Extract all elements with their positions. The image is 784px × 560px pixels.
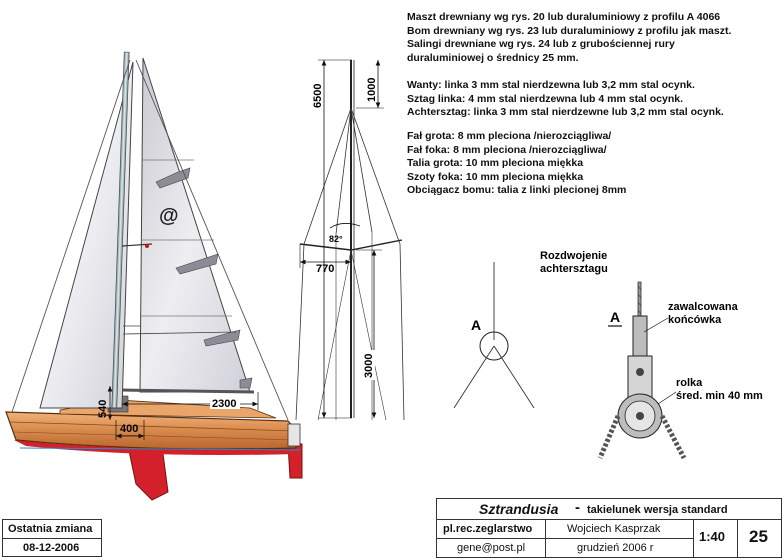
backstay-split-detail: [454, 250, 763, 458]
title-sheet-number: 25: [749, 527, 768, 546]
title-dash: -: [575, 499, 580, 516]
spec-line: Bom drewniany wg rys. 23 lub duraluminiowy z profilu jak maszt.: [407, 24, 732, 37]
mast-dim-spreader: 770: [316, 263, 335, 275]
swaged-label-1: zawalcowana: [668, 301, 738, 313]
title-name: Sztrandusia: [479, 501, 559, 517]
detail-label-a: A: [471, 317, 482, 333]
title-block: [436, 498, 782, 558]
title-subtitle: takielunek wersja standard: [587, 504, 728, 516]
spec-line: Salingi drewniane wg rys. 24 lub z grubościennej rury: [407, 38, 675, 51]
boat-dim-height: 540: [97, 399, 109, 418]
boat-side-view: [6, 52, 302, 500]
mast-dim-lower: 3000: [363, 353, 375, 378]
spec-lines-group: [407, 130, 626, 198]
boat-dim-boom: 2300: [212, 398, 237, 410]
boom: [122, 390, 254, 392]
boat-dim-base: 400: [120, 423, 139, 435]
spec-line: Fał grota: 8 mm pleciona /nierozciągliwa/: [407, 130, 612, 142]
detail-label-a2: A: [610, 309, 621, 325]
spec-line: Obciągacz bomu: talia z linki plecionej 8mm: [407, 184, 627, 197]
sail-symbol: @: [159, 205, 179, 227]
mast-dim-top: 1000: [366, 77, 378, 102]
spec-rigging-group: [407, 79, 724, 120]
spec-line: Talia grota: 10 mm pleciona miękka: [407, 157, 584, 170]
last-change-box: [2, 519, 102, 557]
pulley-label-1: rolka: [676, 377, 703, 389]
last-change-date: 08-12-2006: [23, 542, 80, 554]
pulley-label-2: śred. min 40 mm: [676, 390, 763, 402]
spec-line: Wanty: linka 3 mm stal nierdzewna lub 3,2 mm stal ocynk.: [407, 79, 695, 91]
spec-line: Sztag linka: 4 mm stal nierdzewna lub 4 mm stal ocynk.: [407, 92, 683, 105]
detail-title-2: achtersztagu: [540, 263, 608, 275]
swaged-label-2: końcówka: [668, 314, 722, 326]
last-change-label: Ostatnia zmiana: [8, 523, 93, 535]
detail-title-1: Rozdwojenie: [540, 250, 608, 262]
spec-line: Fał foka: 8 mm pleciona /nierozciągliwa/: [407, 143, 607, 156]
spec-line: Maszt drewniany wg rys. 20 lub duraluminiowy z profilu A 4066: [407, 11, 721, 23]
spec-line: Szoty foka: 10 mm pleciona miękka: [407, 170, 584, 183]
title-group: pl.rec.zeglarstwo: [443, 523, 533, 535]
mast-drawing: [296, 60, 404, 420]
mast-dim-total: 6500: [312, 83, 324, 108]
spec-mast-group: [407, 11, 731, 65]
spec-line: Achtersztag: linka 3 mm stal nierdzewne lub 3,2 mm stal ocynk.: [407, 106, 724, 119]
title-email: gene@post.pl: [457, 542, 526, 554]
title-date: grudzień 2006 r: [577, 542, 654, 554]
mast-angle: 82°: [329, 234, 343, 244]
title-scale: 1:40: [699, 529, 726, 544]
title-author: Wojciech Kasprzak: [567, 523, 661, 535]
spec-line: duraluminiowej o średnicy 25 mm.: [407, 51, 579, 64]
